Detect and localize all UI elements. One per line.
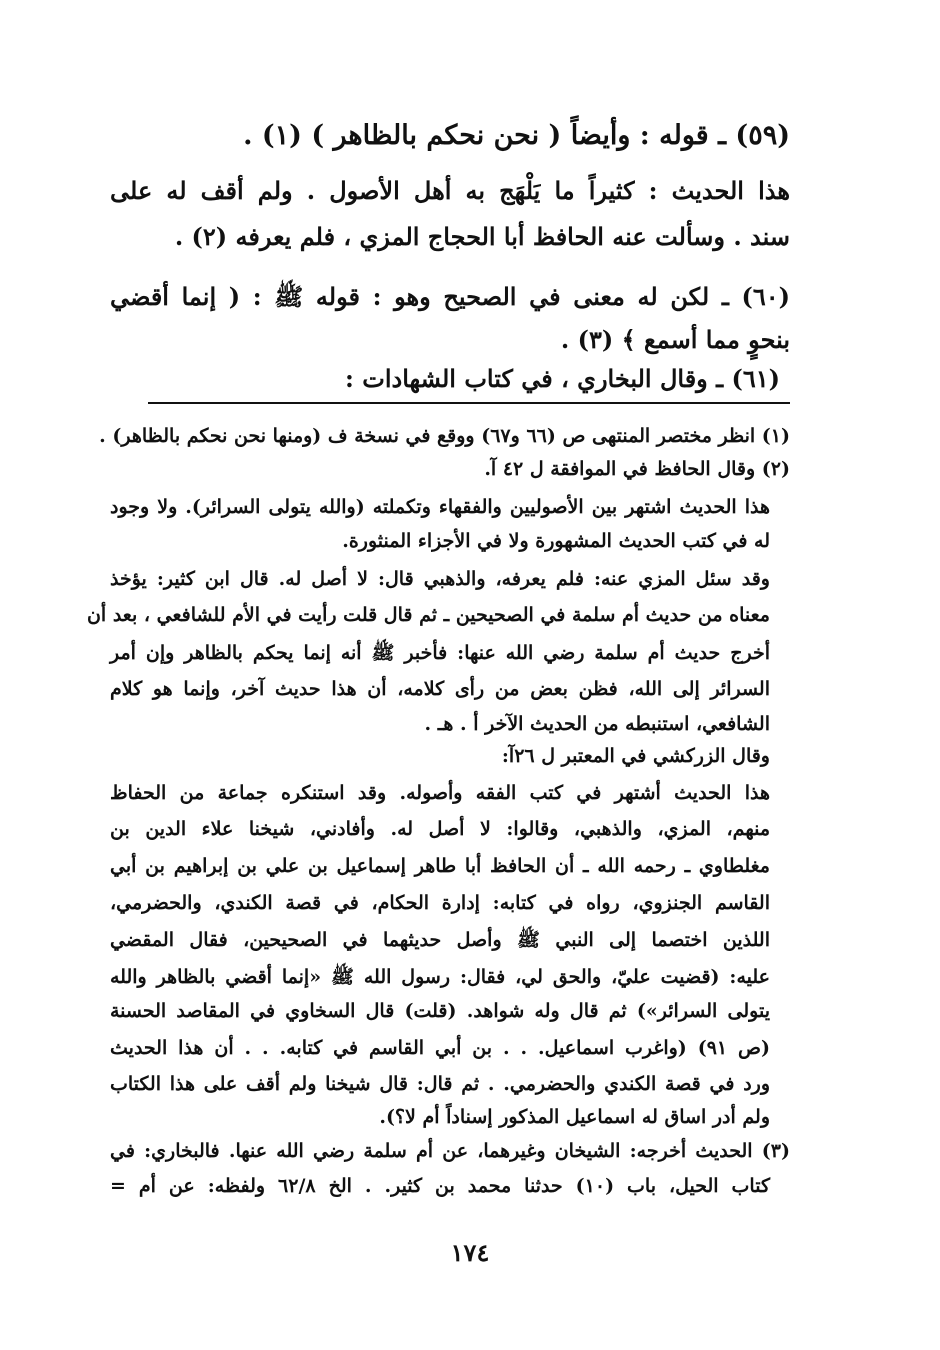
footnote-line: كتاب الحيل، باب (١٠) حدثنا محمد بن كثير. . الخ ٦٢/٨ ولفظه: عن أم = [110,1175,770,1197]
footnote-line: ورد في قصة الكندي والحضرمي. . ثم قال: قال شيخنا ولم أقف على هذا الكتاب [110,1073,770,1095]
footnote-line: (ص ٩١) (واغرب اسماعيل. . . بن أبي القاسم في كتابه. . . أن هذا الحديث [110,1037,770,1059]
footnote-line: الشافعي، استنبطه من الحديث الآخر أ . هـ . [424,713,770,735]
footnote-line: اللذين اختصما إلى النبي ﷺ وأصل حديثهما في الصحيحين، فقال المقضي [110,929,770,951]
footnote-line: القاسم الجنزوي، رواه في كتابه: إدارة الحكام، في قصة الكندي، والحضرمي، [110,892,770,914]
footnote-line: هذا الحديث اشتهر بين الأصوليين والفقهاء وتكملته (والله يتولى السرائر). ولا وجود [110,496,770,518]
section-heading: (٥٩) ـ قوله : وأيضاً ( نحن نحكم بالظاهر ) (١) . [243,120,790,151]
main-text-line: هذا الحديث : كثيراً ما يَلْهَج به أهل الأصول . ولم أقف له على [110,176,790,205]
footnote-line: يتولى السرائر») ثم قال وله شواهد. (قلت) قال السخاوي في المقاصد الحسنة [110,1000,770,1022]
footnote-line: (١) انظر مختصر المنتهى ص (٦٦ و٦٧) ووقع في نسخة ف (ومنها نحن نحكم بالظاهر) . [99,425,790,447]
main-text-line: (٦١) ـ وقال البخاري ، في كتاب الشهادات : [345,364,780,393]
footnote-line: له في كتب الحديث المشهورة ولا في الأجزاء المنثورة. [342,530,770,552]
page-number: ١٧٤ [450,1238,490,1267]
footnote-line: السرائر إلى الله، فظن بعض من رأى كلامه، أن هذا حديث آخر، وإنما هو كلام [110,678,770,700]
footnote-line: مغلطاوي ـ رحمه الله ـ أن الحافظ أبا طاهر إسماعيل بن علي بن إبراهيم بن أبي [110,855,770,877]
footnote-line: وقال الزركشي في المعتبر ل ٢٦آ: [501,745,770,767]
main-text-line: بنحوٍ مما أسمع ﴾ (٣) . [560,325,790,354]
footnote-line: (٣) الحديث أخرجه: الشيخان وغيرهما، عن أم سلمة رضي الله عنها. فالبخاري: في [110,1140,790,1162]
footnote-line: أخرج حديث أم سلمة رضي الله عنها: فأخبر ﷺ أنه إنما يحكم بالظاهر وإن أمر [110,642,770,664]
footnote-line: عليه: (قضيت عليّ، والحق لي، فقال: رسول الله ﷺ «إنما أقضي بالظاهر والله [110,966,770,988]
footnote-line: ولم أدر اساق له اسماعيل المذكور إسناداً أم لا؟). [379,1106,770,1128]
main-text-line: (٦٠) ـ لكن له معنى في الصحيح وهو : قوله ﷺ : ( إنما أقضي [110,282,790,311]
footnote-line: منهم، المزي، والذهبي، وقالوا: لا أصل له. وأفادني، شيخنا علاء الدين بن [110,818,770,840]
footnote-separator [148,402,790,404]
footnote-line: وقد سئل المزي عنه: فلم يعرفه، والذهبي قال: لا أصل له. قال ابن كثير: يؤخذ [110,568,770,590]
main-text-line: سند . وسألت عنه الحافظ أبا الحجاج المزي ، فلم يعرفه (٢) . [174,222,790,251]
footnote-line: معناه من حديث أم سلمة في الصحيحين ـ ثم قال قلت رأيت في الأم للشافعي ، بعد أن [86,604,770,626]
footnote-line: (٢) وقال الحافظ في الموافقة ل ٤٢ آ. [484,458,790,480]
footnote-line: هذا الحديث أشتهر في كتب الفقه وأصوله. وقد استنكره جماعة من الحفاظ [110,782,770,804]
